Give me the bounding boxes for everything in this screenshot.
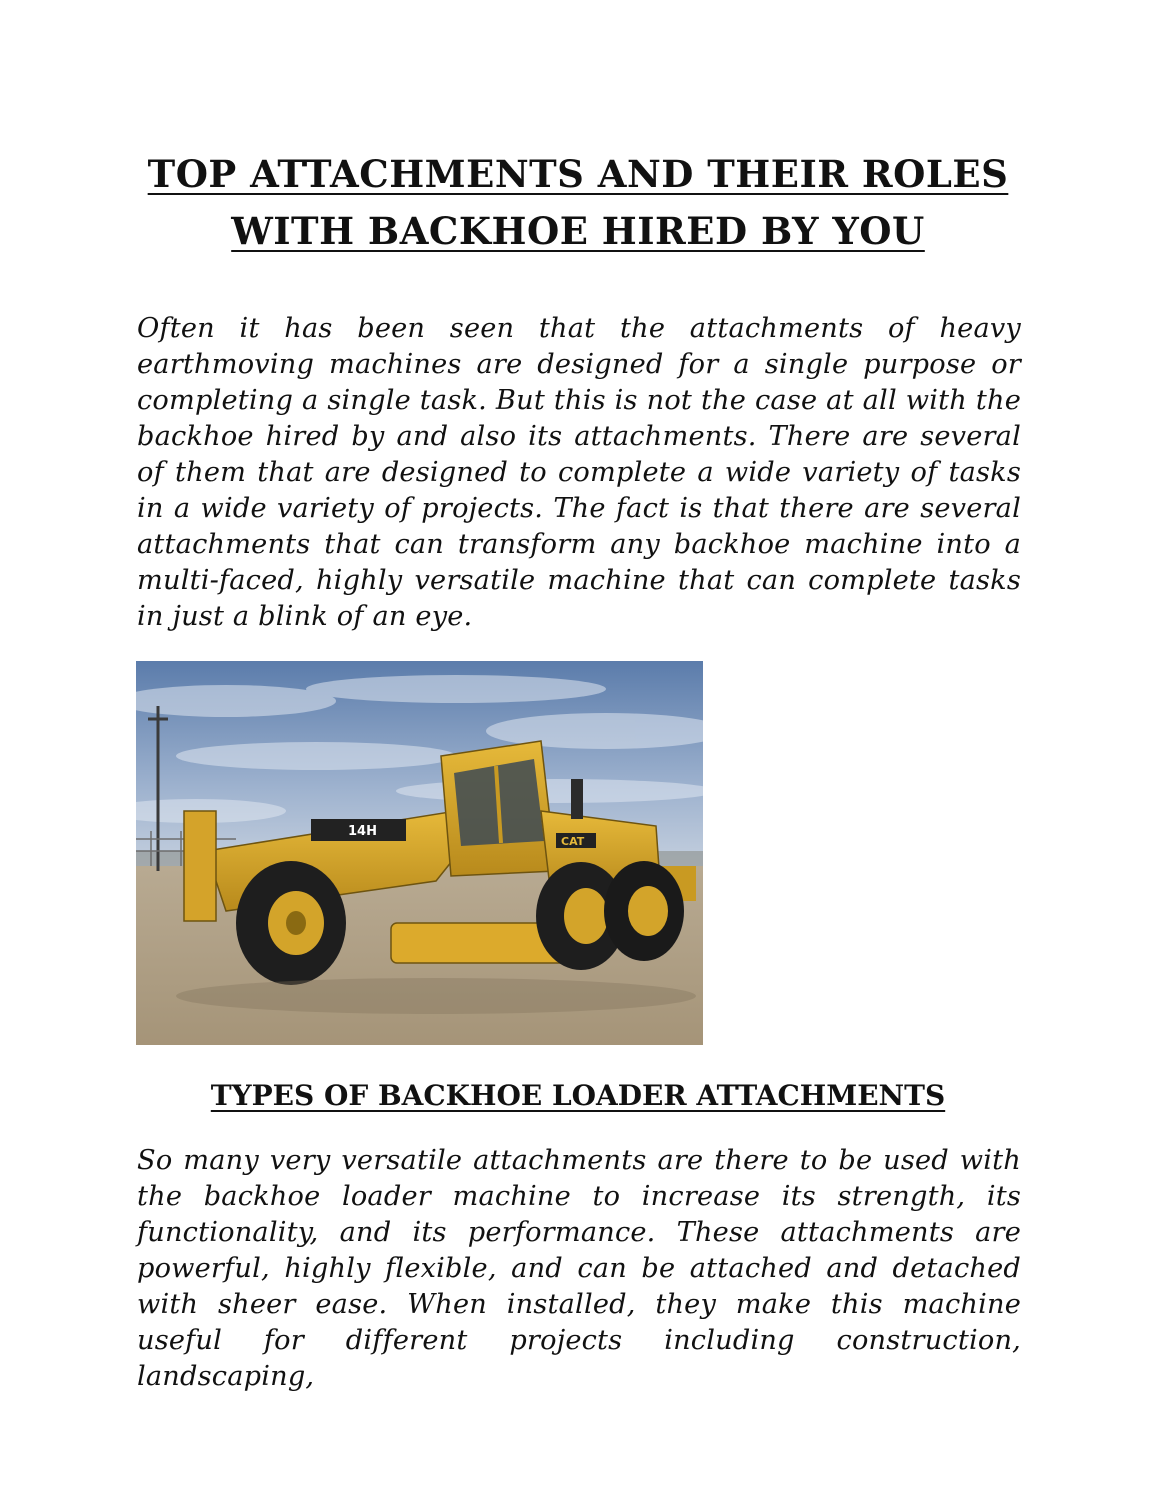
rear-tire-2 bbox=[604, 861, 684, 961]
front-tire bbox=[236, 861, 346, 985]
motor-grader-illustration bbox=[136, 661, 703, 1045]
document-title bbox=[120, 146, 1036, 260]
section-paragraph: So many very versatile attachments are there to be used with the backhoe loader machine to increase its strength, its functionality, and its performance. These attachments are powerful, highly flexible, and can be attached and detached with sheer ease. When installed, they make this machine useful for different projects including construction, landscaping, bbox=[137, 1145, 1021, 1392]
section-heading: TYPES OF BACKHOE LOADER ATTACHMENTS bbox=[210, 1079, 946, 1112]
title-line-2: WITH BACKHOE HIRED BY YOU bbox=[231, 209, 925, 253]
brand-badge: CAT bbox=[561, 835, 585, 848]
motor-grader-photo bbox=[136, 661, 703, 1045]
model-badge: 14H bbox=[348, 824, 377, 839]
title-line-1: TOP ATTACHMENTS AND THEIR ROLES bbox=[147, 152, 1009, 196]
intro-paragraph: Often it has been seen that the attachments of heavy earthmoving machines are designed for a single purpose or completing a single task. But this is not the case at all with the backhoe hired by and also its attachments. There are several of them that are designed to complete a wide variety of tasks in a wide variety of projects. The fact is that there are several attachments that can transform any backhoe machine into a multi-faced, highly versatile machine that can complete tasks in just a blink of an eye. bbox=[137, 313, 1021, 632]
